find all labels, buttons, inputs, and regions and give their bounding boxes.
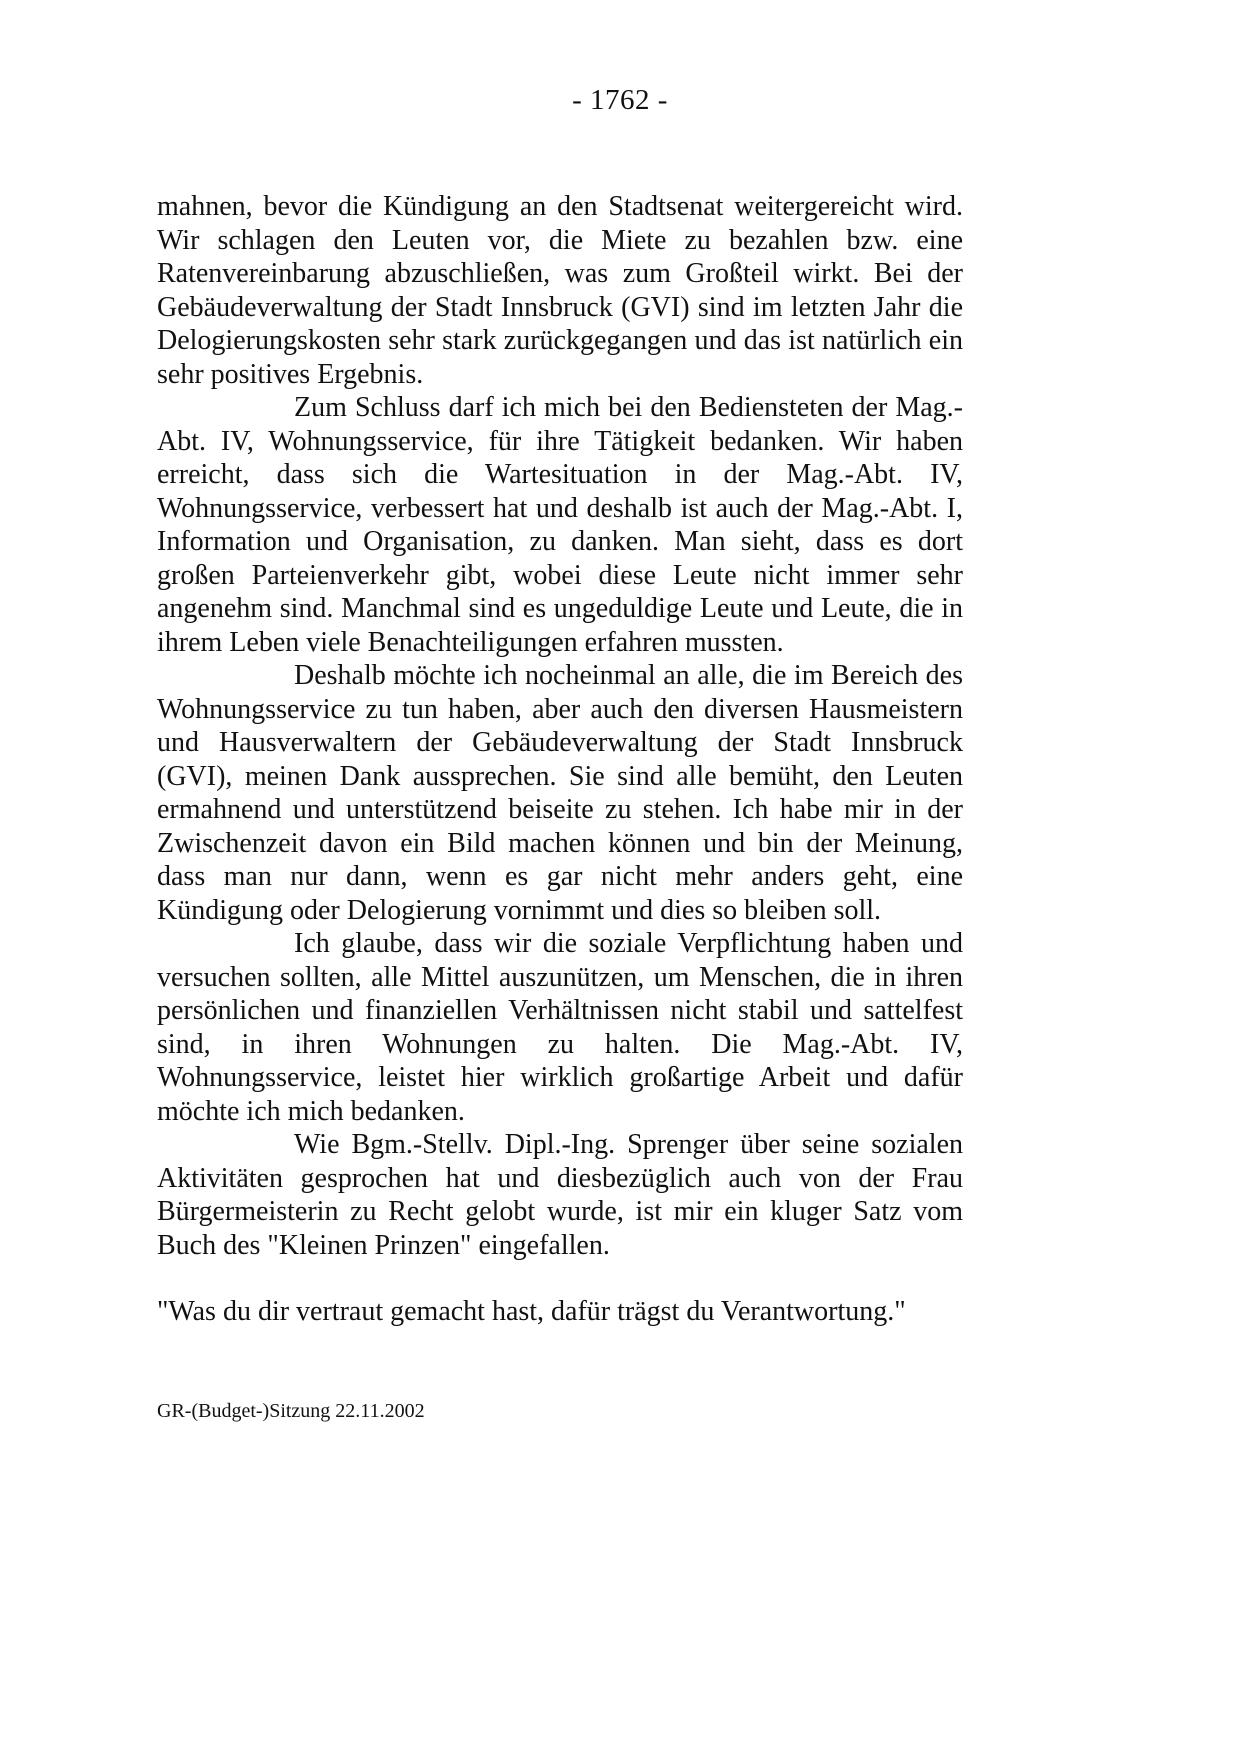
- footer-session-label: GR-(Budget-)Sitzung 22.11.2002: [157, 1400, 425, 1422]
- paragraph: Wie Bgm.-Stellv. Dipl.-Ing. Sprenger über seine sozialen Aktivitäten gesprochen hat und diesbezüglich auch von der Frau Bürgermeisterin zu Recht gelobt wurde, ist mir ein kluger Satz vom Buch des "Kleinen Prinzen" eingefallen.: [157, 1129, 963, 1261]
- paragraph: Deshalb möchte ich nocheinmal an alle, die im Bereich des Wohnungsservice zu tun haben, aber auch den diversen Hausmeistern und Hausverwaltern der Gebäudeverwaltung der Stadt Innsbruck (GVI), meinen Dank aussprechen. Sie sind alle bemüht, den Leuten ermahnend und unterstützend beiseite zu stehen. Ich habe mir in der Zwischenzeit davon ein Bild machen können und bin der Meinung, dass man nur dann, wenn es gar nicht mehr anders geht, eine Kündigung oder Delogierung vornimmt und dies so bleiben soll.: [157, 660, 963, 926]
- page-number: - 1762 -: [572, 84, 668, 116]
- paragraph: Zum Schluss darf ich mich bei den Bediensteten der Mag.-Abt. IV, Wohnungsservice, für ihre Tätigkeit bedanken. Wir haben erreicht, dass sich die Wartesituation in der Mag.-Abt. IV, Wohnungsservice, verbessert hat und deshalb ist auch der Mag.-Abt. I, Information und Organisation, zu danken. Man sieht, dass es dort großen Parteienverkehr gibt, wobei diese Leute nicht immer sehr angenehm sind. Manchmal sind es ungeduldige Leute und Leute, die in ihrem Leben viele Benachteiligungen erfahren mussten.: [157, 392, 963, 658]
- quote-line: "Was du dir vertraut gemacht hast, dafür trägst du Verantwortung.": [157, 1296, 906, 1327]
- paragraph: mahnen, bevor die Kündigung an den Stadtsenat weitergereicht wird. Wir schlagen den Leuten vor, die Miete zu bezahlen bzw. eine Ratenvereinbarung abzuschließen, was zum Großteil wirkt. Bei der Gebäudeverwaltung der Stadt Innsbruck (GVI) sind im letzten Jahr die Delogierungskosten sehr stark zurückgegangen und das ist natürlich ein sehr positives Ergebnis.: [157, 191, 963, 390]
- paragraph: Ich glaube, dass wir die soziale Verpflichtung haben und versuchen sollten, alle Mittel auszunützen, um Menschen, die in ihren persönlichen und finanziellen Verhältnissen nicht stabil und sattelfest sind, in ihren Wohnungen zu halten. Die Mag.-Abt. IV, Wohnungsservice, leistet hier wirklich großartige Arbeit und dafür möchte ich mich bedanken.: [157, 928, 963, 1127]
- document-body: [157, 190, 963, 1329]
